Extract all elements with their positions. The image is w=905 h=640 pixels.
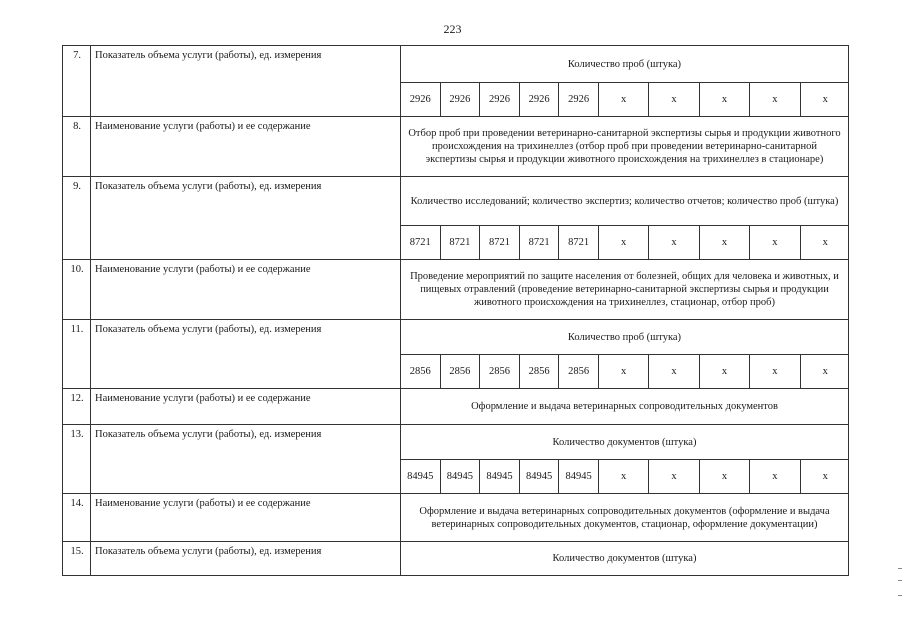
value-cell: 2856: [520, 355, 560, 388]
value-cell: 84945: [559, 460, 599, 493]
table-row: [63, 425, 849, 494]
value-cell: х: [649, 460, 699, 493]
services-table: [62, 45, 849, 576]
value-cell: 84945: [520, 460, 560, 493]
row-label: Наименование услуги (работы) и ее содержание: [91, 494, 401, 542]
row-label: Показатель объема услуги (работы), ед. измерения: [91, 425, 401, 494]
table-row: [63, 260, 849, 320]
value-cell: 8721: [559, 226, 599, 259]
value-cell: х: [599, 83, 649, 116]
value-cell: х: [649, 355, 699, 388]
row-number: 13.: [63, 425, 91, 494]
value-cell: 2856: [441, 355, 481, 388]
row-label: Показатель объема услуги (работы), ед. измерения: [91, 46, 401, 117]
value-cell: х: [700, 83, 750, 116]
row-number: 12.: [63, 389, 91, 425]
table-row: [63, 389, 849, 425]
table-row: [63, 494, 849, 542]
value-cell: 84945: [401, 460, 441, 493]
value-cell: х: [750, 355, 800, 388]
value-cell: 8721: [401, 226, 441, 259]
margin-mark: [898, 580, 902, 581]
value-cell: 84945: [480, 460, 520, 493]
value-cell: х: [822, 471, 828, 482]
unit-text: Количество документов (штука): [401, 425, 848, 460]
value-cell: х: [599, 226, 649, 259]
row-number: 8.: [63, 117, 91, 177]
row-label: Показатель объема услуги (работы), ед. измерения: [91, 320, 401, 389]
unit-text: Количество исследований; количество экспертиз; количество отчетов; количество проб (штука): [401, 177, 848, 226]
value-cell: 8721: [520, 226, 560, 259]
row-number: 9.: [63, 177, 91, 260]
row-number: 15.: [63, 542, 91, 576]
value-cell: 2856: [401, 355, 441, 388]
value-cell: 8721: [441, 226, 481, 259]
value-cell: 2926: [480, 83, 520, 116]
service-description: Оформление и выдача ветеринарных сопроводительных документов (оформление и выдача ветеринарных сопроводительных документов, стационар, оформление документации): [419, 505, 830, 530]
row-label: Наименование услуги (работы) и ее содержание: [91, 389, 401, 425]
value-cell: х: [599, 355, 649, 388]
value-cell: 8721: [480, 226, 520, 259]
value-cell: 2926: [520, 83, 560, 116]
value-cell: х: [822, 237, 828, 248]
service-description: Оформление и выдача ветеринарных сопроводительных документов: [471, 401, 778, 412]
row-number: 10.: [63, 260, 91, 320]
value-cell: 2856: [480, 355, 520, 388]
value-cell: 84945: [441, 460, 481, 493]
value-cell: х: [649, 83, 699, 116]
value-cell: х: [822, 94, 828, 105]
row-label: Наименование услуги (работы) и ее содержание: [91, 117, 401, 177]
value-cell: х: [700, 226, 750, 259]
table-row: [63, 117, 849, 177]
row-label: Показатель объема услуги (работы), ед. измерения: [91, 542, 401, 576]
service-description: Отбор проб при проведении ветеринарно-санитарной экспертизы сырья и продукции животного происхождения на трихинеллез (отбор проб при проведении ветеринарно-санитарной экспертизы сырья и продукции животного происхождения на трихинеллез в стационаре): [408, 128, 841, 165]
value-cell: х: [599, 460, 649, 493]
value-cell: 2856: [559, 355, 599, 388]
value-cell: х: [649, 226, 699, 259]
unit-text: Количество проб (штука): [401, 46, 848, 83]
row-number: 14.: [63, 494, 91, 542]
unit-text: Количество проб (штука): [401, 320, 848, 355]
margin-mark: [898, 568, 902, 569]
value-cell: 2926: [559, 83, 599, 116]
row-number: 11.: [63, 320, 91, 389]
value-cell: 2926: [441, 83, 481, 116]
row-number: 7.: [63, 46, 91, 117]
service-description: Проведение мероприятий по защите населения от болезней, общих для человека и животных, и пищевых отравлений (проведение ветеринарно-санитарной экспертизы сырья и продукции животного происхождения на трихинеллез, стационар, отбор проб): [410, 271, 839, 308]
unit-text: Количество документов (штука): [552, 553, 697, 564]
value-cell: х: [750, 460, 800, 493]
value-cell: х: [750, 226, 800, 259]
value-cell: х: [750, 83, 800, 116]
table-row: [63, 46, 849, 117]
value-cell: х: [822, 366, 828, 377]
page-number: 223: [443, 22, 462, 36]
row-label: Наименование услуги (работы) и ее содержание: [91, 260, 401, 320]
table-row: [63, 542, 849, 576]
table-row: [63, 177, 849, 260]
table-row: [63, 320, 849, 389]
value-cell: 2926: [401, 83, 441, 116]
row-label: Показатель объема услуги (работы), ед. измерения: [91, 177, 401, 260]
value-cell: х: [700, 460, 750, 493]
margin-mark: [898, 595, 902, 596]
value-cell: х: [700, 355, 750, 388]
